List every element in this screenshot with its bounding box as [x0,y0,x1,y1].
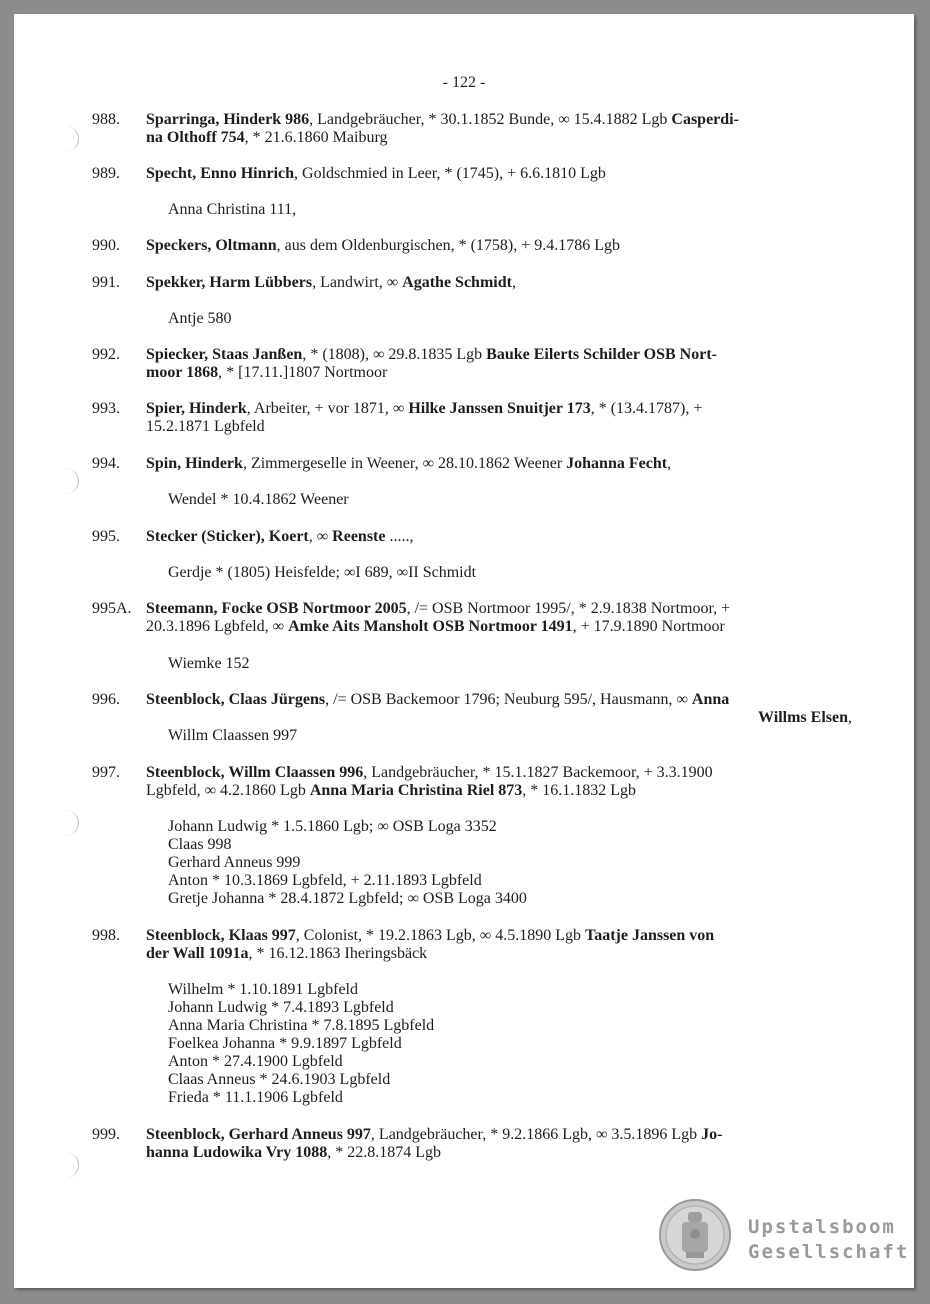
entry-text: , /= OSB Nortmoor 1995/, * 2.9.1838 Nortmoor, + [406,600,731,617]
entry-name: Steenblock, Claas Jürgens [146,691,326,708]
entry-995 [92,528,852,546]
entry-name: Steenblock, Willm Claassen 996 [146,764,364,781]
spouse-name: Agathe Schmidt [402,274,512,291]
entry-text: , /= OSB Backemoor 1796; Neuburg 595/, Hausmann, ∞ [325,691,692,708]
entry-number: 995. [92,528,120,545]
entry-name: Spekker, Harm Lübbers [146,274,313,291]
child-line: Johann Ludwig * 1.5.1860 Lgb; ∞ OSB Loga 3352 [168,818,497,835]
binder-hole-mark [52,468,79,494]
entry-text: , * 22.8.1874 Lgb [327,1144,442,1161]
entry-name: Steemann, Focke OSB Nortmoor 2005 [146,600,407,617]
entry-text: , * (13.4.1787), + [590,400,703,417]
entry-text: , * [17.11.]1807 Nortmoor [218,364,388,381]
spouse-name: Taatje Janssen von [584,927,715,944]
entry-number: 991. [92,274,120,291]
spouse-name: Johanna Fecht [566,455,668,472]
spouse-name: Anna [691,691,730,708]
entry-995a [92,600,852,636]
entry-text: , * 21.6.1860 Maiburg [244,129,388,146]
entry-name: Spier, Hinderk [146,400,247,417]
entry-name: Steenblock, Gerhard Anneus 997 [146,1126,371,1143]
entry-number: 992. [92,346,120,363]
spouse-name: Hilke Janssen Snuitjer 173 [408,400,591,417]
child-line: Gretje Johanna * 28.4.1872 Lgbfeld; ∞ OSB Loga 3400 [168,890,527,907]
document-page [14,14,914,1288]
entry-name: Sparringa, Hinderk 986 [146,111,310,128]
entry-name: Spiecker, Staas Janßen [146,346,303,363]
entry-text: ....., [385,528,414,545]
entry-text: 15.2.1871 Lgbfeld [146,418,265,435]
entry-number: 995A. [92,600,132,617]
spouse-name: Amke Aits Mansholt OSB Nortmoor 1491 [288,618,573,635]
spouse-name: Casperdi- [671,111,739,128]
entry-name: Specht, Enno Hinrich [146,165,295,182]
entry-name: Spin, Hinderk [146,455,243,472]
entry-text: , Landwirt, ∞ [312,274,403,291]
entry-text: , Goldschmied in Leer, * (1745), + 6.6.1810 Lgb [294,165,606,182]
entry-text: , Landgebräucher, * 30.1.1852 Bunde, ∞ 15.4.1882 Lgb [309,111,672,128]
child-line: Gerhard Anneus 999 [168,854,301,871]
seal-icon [658,1198,732,1272]
spouse-name: hanna Ludowika Vry 1088 [146,1144,328,1161]
entry-text: , Landgebräucher, * 9.2.1866 Lgb, ∞ 3.5.1896 Lgb [370,1126,702,1143]
entry-text: Lgbfeld, ∞ 4.2.1860 Lgb [146,782,310,799]
entry-989 [92,165,852,183]
entry-number: 994. [92,455,120,472]
entry-number: 999. [92,1126,120,1143]
child-line: Wiemke 152 [168,655,250,672]
entry-name: Speckers, Oltmann [146,237,277,254]
logo-line-2: Gesellschaft [748,1241,910,1263]
entry-name: Steenblock, Klaas 997 [146,927,296,944]
entry-text: , [848,709,852,726]
spouse-name: Willms Elsen [758,709,848,726]
entry-name: Stecker (Sticker), Koert [146,528,309,545]
entry-998 [92,927,852,963]
spouse-name: Anna Maria Christina Riel 873 [309,782,523,799]
spouse-name: Jo- [701,1126,723,1143]
child-line: Gerdje * (1805) Heisfelde; ∞I 689, ∞II Schmidt [168,564,477,581]
entry-number: 988. [92,111,120,128]
entry-999 [92,1126,852,1162]
entry-text: , [511,274,516,291]
children-list [168,818,868,908]
entry-text: , aus dem Oldenburgischen, * (1758), + 9.4.1786 Lgb [276,237,621,254]
entry-number: 998. [92,927,120,944]
entry-text: , Colonist, * 19.2.1863 Lgb, ∞ 4.5.1890 Lgb [295,927,585,944]
child-line: Foelkea Johanna * 9.9.1897 Lgbfeld [168,1035,402,1052]
child-line: Claas Anneus * 24.6.1903 Lgbfeld [168,1071,391,1088]
entry-number: 989. [92,165,120,182]
child-line: Anton * 27.4.1900 Lgbfeld [168,1053,343,1070]
entry-text: , * 16.12.1863 Iheringsbäck [248,945,428,962]
entry-text: 20.3.1896 Lgbfeld, ∞ [146,618,289,635]
child-line: Anna Maria Christina * 7.8.1895 Lgbfeld [168,1017,435,1034]
entry-text: , ∞ [308,528,333,545]
child-line: Frieda * 11.1.1906 Lgbfeld [168,1089,343,1106]
child-line: Anna Christina 111, [168,201,297,218]
spouse-name: Reenste [332,528,386,545]
logo-line-1: Upstalsboom [748,1216,896,1238]
entry-number: 993. [92,400,120,417]
entry-text: , Arbeiter, + vor 1871, ∞ [246,400,409,417]
child-line: Wendel * 10.4.1862 Weener [168,491,349,508]
entry-text: , [667,455,672,472]
entry-number: 997. [92,764,120,781]
entry-993 [92,400,852,436]
spouse-name: moor 1868 [146,364,219,381]
binder-hole-mark [52,810,79,836]
page-number: - 122 - [442,74,486,91]
child-line: Johann Ludwig * 7.4.1893 Lgbfeld [168,999,394,1016]
binder-hole-mark [52,126,79,152]
entry-number: 990. [92,237,120,254]
entry-997 [92,764,852,800]
entry-991 [92,274,852,292]
child-line: Anton * 10.3.1869 Lgbfeld, + 2.11.1893 Lgbfeld [168,872,482,889]
entry-number: 996. [92,691,120,708]
spouse-name: Bauke Eilerts Schilder OSB Nort- [486,346,717,363]
entry-990 [92,237,852,255]
entry-988 [92,111,852,147]
entry-text: , + 17.9.1890 Nortmoor [572,618,725,635]
spouse-name: der Wall 1091a [146,945,249,962]
children-list [168,981,868,1107]
entry-996 [92,691,852,727]
spouse-name: na Olthoff 754 [146,129,245,146]
entry-992 [92,346,852,382]
child-line: Willm Claassen 997 [168,727,298,744]
entry-text: , * 16.1.1832 Lgb [522,782,637,799]
entry-text: , * (1808), ∞ 29.8.1835 Lgb [302,346,487,363]
child-line: Wilhelm * 1.10.1891 Lgbfeld [168,981,358,998]
binder-hole-mark [52,1152,79,1178]
entry-text: , Landgebräucher, * 15.1.1827 Backemoor, + 3.3.1900 [363,764,713,781]
child-line: Claas 998 [168,836,232,853]
entry-text: , Zimmergeselle in Weener, ∞ 28.10.1862 Weener [242,455,567,472]
child-line: Antje 580 [168,310,232,327]
entry-994 [92,455,852,473]
